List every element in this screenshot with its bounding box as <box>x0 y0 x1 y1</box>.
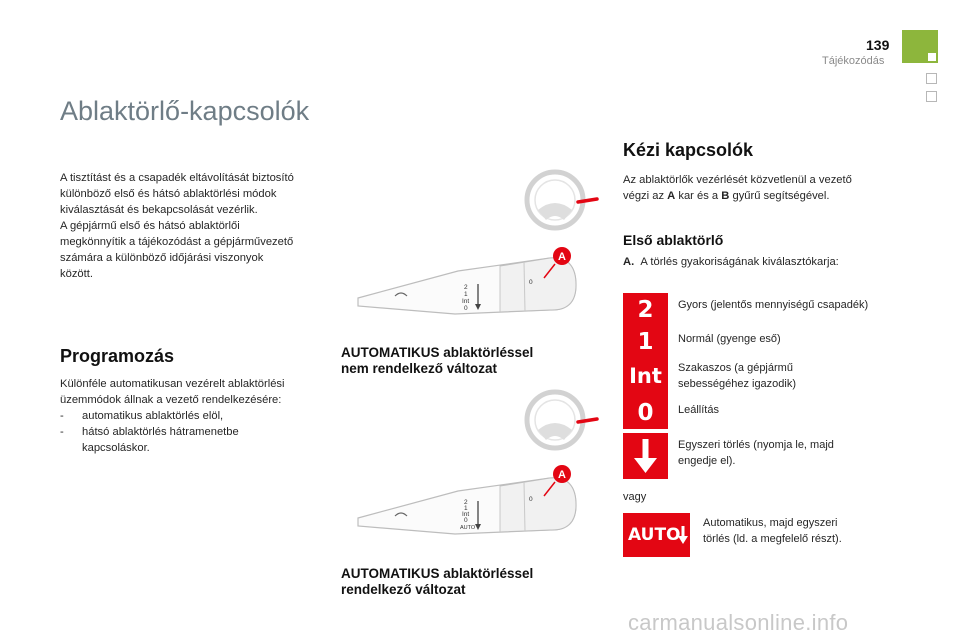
desc-line: Automatikus, majd egyszeri <box>703 517 838 529</box>
stalk-illustration-auto <box>350 388 605 560</box>
auto-symbol <box>623 513 690 557</box>
watermark: carmanualsonline.info <box>628 610 849 635</box>
position-desc: Normál (gyenge eső) <box>678 333 781 345</box>
desc-line: Egyszeri törlés (nyomja le, majd <box>678 439 834 451</box>
position-desc: Gyors (jelentős mennyiségű csapadék) <box>678 299 869 311</box>
position-symbol: 1 <box>637 329 654 355</box>
position-symbol: 0 <box>637 400 654 426</box>
chapter-marker <box>926 73 937 84</box>
position-desc: Leállítás <box>678 404 719 416</box>
switch-label: 1 <box>464 291 468 298</box>
figure2-caption <box>341 566 533 598</box>
position-symbol: 2 <box>637 297 654 323</box>
switch-label: 1 <box>464 505 468 512</box>
arrow-down-icon <box>678 525 688 545</box>
list-item-text: hátsó ablaktörlés hátramenetbe <box>82 426 239 438</box>
position-symbol-column <box>623 293 668 429</box>
programming-paragraph <box>60 376 340 456</box>
text-line: számára a különböző időjárási viszonyok <box>60 252 264 264</box>
steering-wheel-icon <box>527 392 597 448</box>
list-item: - automatikus ablaktörlés elöl, <box>60 408 340 424</box>
switch-label: 0 <box>464 517 468 524</box>
text-line: üzemmódok állnak a vezető rendelkezésére: <box>60 394 282 406</box>
page-number: 139 <box>866 37 890 53</box>
programming-list <box>60 408 340 456</box>
chapter-marker <box>926 91 937 102</box>
switch-label: 0 <box>529 496 533 503</box>
badge-a-label: A <box>558 469 566 481</box>
chapter-marker-active <box>902 30 938 63</box>
position-desc <box>678 360 796 392</box>
switch-label: AUTO <box>460 525 476 531</box>
front-wiper-desc <box>623 254 913 270</box>
caption-line: nem rendelkező változat <box>341 361 498 376</box>
text-line: különböző első és hátsó ablaktörlési módok <box>60 188 277 200</box>
list-item <box>60 424 340 456</box>
switch-label: 0 <box>464 305 468 312</box>
position-symbol: Int <box>629 364 662 388</box>
auto-desc <box>703 515 842 547</box>
switch-label: 0 <box>529 279 533 286</box>
push-down-symbol <box>623 433 668 479</box>
text-line <box>623 188 913 204</box>
front-wiper-heading: Első ablaktörlő <box>623 232 724 248</box>
text-line: A tisztítást és a csapadék eltávolítását biztosító <box>60 172 294 184</box>
desc-line: törlés (ld. a megfelelő részt). <box>703 533 842 545</box>
text-line: között. <box>60 268 93 280</box>
text-part: kar és a <box>678 190 719 202</box>
caption-line: AUTOMATIKUS ablaktörléssel <box>341 566 534 581</box>
text-line: kiválasztását és bekapcsolását vezérlik. <box>60 204 258 216</box>
ref-letter: B <box>721 190 730 202</box>
page-title: Ablaktörlő-kapcsolók <box>60 96 310 126</box>
badge-a-label: A <box>558 251 566 263</box>
text-line: Különféle automatikusan vezérelt ablaktörlési <box>60 378 285 390</box>
text-part: végzi az <box>623 190 665 202</box>
figure1-caption <box>341 345 533 377</box>
text-line: megkönnyítik a tájékozódást a gépjárművezető <box>60 236 294 248</box>
ref-letter: A <box>667 190 676 202</box>
text-line: A gépjármű első és hátsó ablaktörlői <box>60 220 240 232</box>
text-line: Az ablaktörlők vezérlését közvetlenül a vezető <box>623 174 852 186</box>
auto-symbol-text: AUTO <box>628 525 681 545</box>
caption-line: AUTOMATIKUS ablaktörléssel <box>341 345 534 360</box>
ref-letter: A. <box>623 256 635 268</box>
section-name: Tájékozódás <box>822 55 885 67</box>
switch-label: 2 <box>464 284 468 291</box>
single-wipe-desc <box>678 437 834 469</box>
stalk-illustration-manual <box>350 168 605 340</box>
desc-line: sebességéhez igazodik) <box>678 378 797 390</box>
desc-line: engedje el). <box>678 455 736 467</box>
programming-heading: Programozás <box>60 346 175 366</box>
steering-wheel-icon <box>527 172 597 228</box>
desc-line: Szakaszos (a gépjármű <box>678 362 793 374</box>
text-part: A törlés gyakoriságának kiválasztókarja: <box>640 256 839 268</box>
or-label: vagy <box>623 491 647 503</box>
arrow-down-icon <box>623 433 668 479</box>
intro-paragraph <box>60 170 340 282</box>
text-part: gyűrű segítségével. <box>732 190 830 202</box>
list-item-text: kapcsoláskor. <box>82 442 150 454</box>
switch-label: 2 <box>464 499 468 506</box>
switch-label: Int <box>462 511 470 518</box>
caption-line: rendelkező változat <box>341 582 466 597</box>
switch-label: Int <box>462 298 470 305</box>
manual-heading: Kézi kapcsolók <box>623 140 754 160</box>
manual-paragraph <box>623 172 913 204</box>
